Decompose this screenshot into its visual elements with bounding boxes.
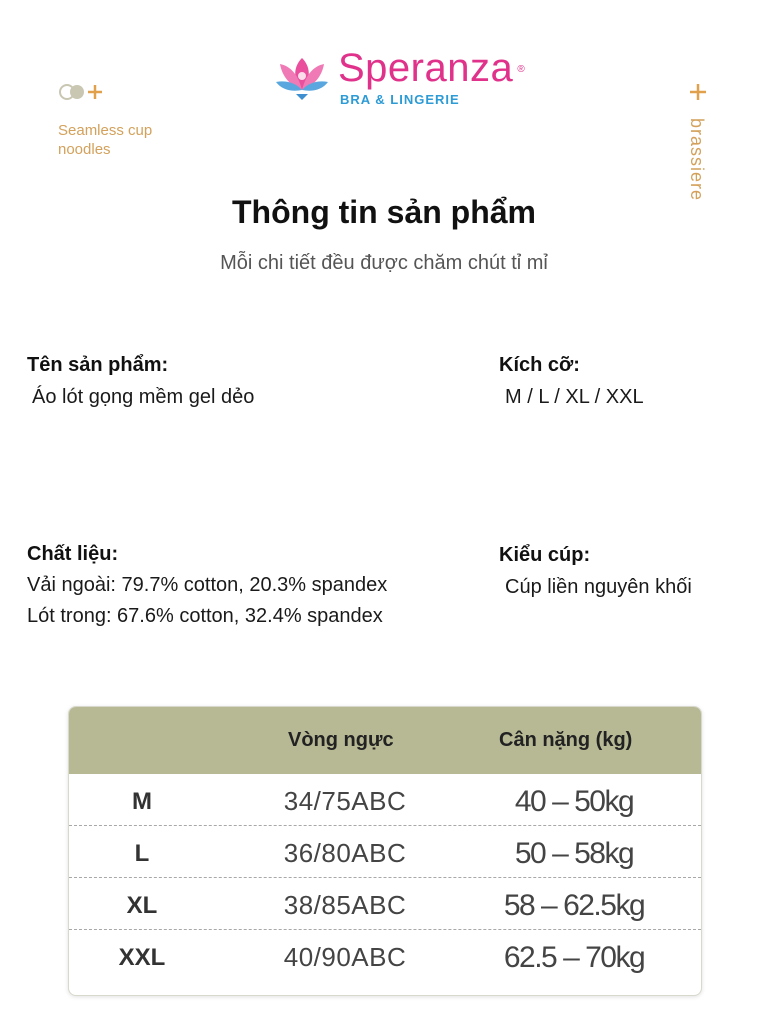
bust-cell: 34/75ABC	[283, 786, 407, 816]
plus-icon	[688, 82, 708, 102]
lotus-logo-icon	[274, 52, 330, 102]
cup-style-label: Kiểu cúp:	[499, 544, 591, 566]
brand-name: Speranza ®	[338, 45, 526, 90]
weight-cell: 50 – 58kg	[514, 837, 634, 870]
material-label: Chất liệu:	[27, 543, 119, 565]
size-cell: L	[134, 840, 150, 867]
material-outer: Vải ngoài: 79.7% cotton, 20.3% spandex	[27, 574, 388, 596]
table-row	[69, 774, 701, 826]
bust-cell: 40/90ABC	[283, 942, 407, 972]
table-row	[69, 826, 701, 878]
product-name-label: Tên sản phẩm:	[27, 354, 169, 376]
right-tagline: brassiere	[687, 118, 707, 202]
size-table	[68, 706, 702, 996]
bust-cell: 36/80ABC	[283, 838, 407, 868]
table-row	[69, 878, 701, 930]
brand-logo	[274, 42, 526, 112]
weight-cell: 58 – 62.5kg	[503, 889, 645, 922]
size-cell: XL	[126, 892, 158, 919]
product-name-value: Áo lót gọng mềm gel dẻo	[32, 386, 255, 408]
size-value: M / L / XL / XXL	[505, 386, 644, 408]
header-bust: Vòng ngực	[288, 729, 394, 751]
material-inner: Lót trong: 67.6% cotton, 32.4% spandex	[27, 605, 383, 627]
weight-cell: 40 – 50kg	[514, 785, 634, 818]
left-tagline: Seamless cup noodles	[58, 122, 153, 158]
size-cell: M	[132, 788, 152, 815]
size-cell: XXL	[118, 944, 166, 971]
brand-subtitle: BRA & LINGERIE	[340, 91, 460, 107]
bust-cell: 38/85ABC	[283, 890, 407, 920]
header-weight: Cân nặng (kg)	[499, 729, 633, 751]
page-title: Thông tin sản phẩm	[232, 194, 536, 230]
weight-cell: 62.5 – 70kg	[503, 941, 645, 974]
registered-mark: ®	[517, 63, 526, 75]
cup-style-value: Cúp liền nguyên khối	[505, 576, 692, 598]
page-subtitle: Mỗi chi tiết đều được chăm chút tỉ mỉ	[220, 252, 548, 274]
size-label: Kích cỡ:	[499, 354, 580, 376]
table-header	[69, 707, 701, 774]
deco-circles-plus-icon	[58, 80, 106, 109]
table-row	[69, 930, 701, 981]
